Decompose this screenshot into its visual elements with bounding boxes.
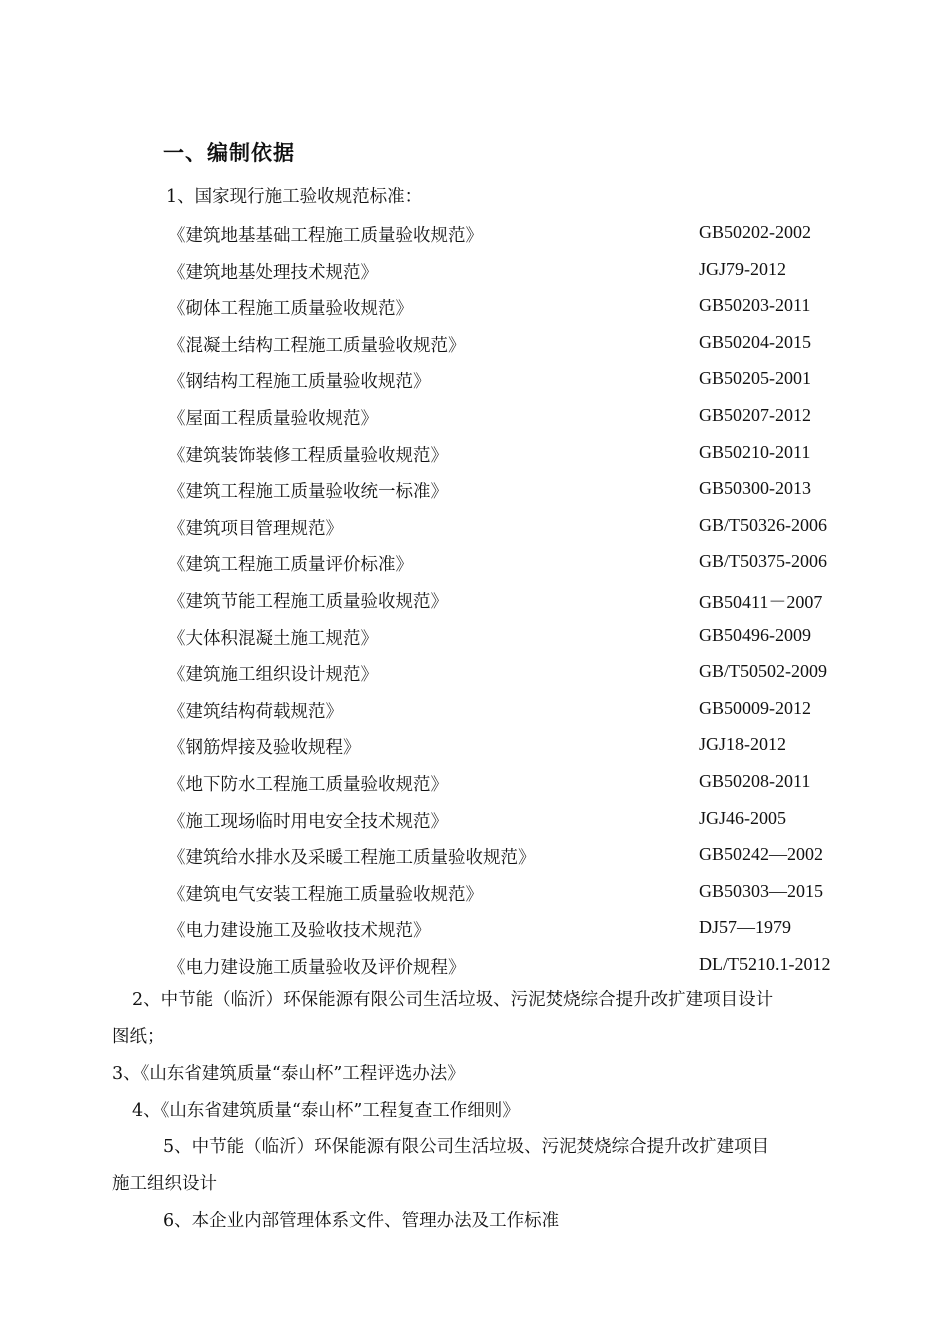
standard-code: GB/T50502-2009 — [699, 661, 827, 682]
standard-row — [0, 881, 950, 905]
standard-code: JGJ46-2005 — [699, 807, 787, 828]
standard-name: 《钢结构工程施工质量验收规范》 — [168, 372, 431, 393]
item-2-line-2: 图纸； — [112, 1027, 165, 1047]
item-6: 6、本企业内部管理体系文件、管理办法及工作标准 — [163, 1211, 560, 1231]
standard-name: 《建筑节能工程施工质量验收规范》 — [168, 592, 448, 612]
standard-row — [0, 661, 950, 685]
standard-code: JGJ79-2012 — [699, 258, 787, 279]
standard-row — [0, 917, 950, 941]
standard-row — [0, 588, 950, 612]
standard-name: 《建筑给水排水及采暖工程施工质量验收规范》 — [168, 848, 536, 869]
standard-name: 《施工现场临时用电安全技术规范》 — [168, 811, 448, 832]
standard-code: GB50242—2002 — [699, 844, 824, 865]
standard-name: 《钢筋焊接及验收规程》 — [168, 738, 361, 759]
standard-code: GB50496-2009 — [699, 624, 811, 645]
standard-row — [0, 515, 950, 539]
standard-name: 《电力建设施工质量验收及评价规程》 — [168, 958, 466, 978]
standard-name: 《大体积混凝土施工规范》 — [168, 628, 378, 649]
standard-row — [0, 442, 950, 466]
standard-row — [0, 332, 950, 356]
standard-row — [0, 295, 950, 319]
standard-name: 《建筑工程施工质量评价标准》 — [168, 555, 413, 576]
standard-name: 《屋面工程质量验收规范》 — [168, 409, 378, 429]
standard-code: GB50204-2015 — [699, 331, 811, 352]
standard-row — [0, 368, 950, 392]
standard-code: GB50300-2013 — [699, 478, 811, 499]
standard-row — [0, 844, 950, 868]
standard-code: GB50303—2015 — [699, 880, 824, 901]
standard-name: 《建筑施工组织设计规范》 — [168, 665, 378, 686]
standard-row — [0, 478, 950, 502]
standard-code: JGJ18-2012 — [699, 734, 787, 755]
standard-code: GB50009-2012 — [699, 697, 811, 718]
standard-code: GB/T50326-2006 — [699, 514, 827, 535]
standard-code: DJ57—1979 — [699, 917, 792, 938]
standard-row — [0, 698, 950, 722]
standard-row — [0, 954, 950, 978]
item-4: 4、《山东省建筑质量“泰山杯”工程复查工作细则》 — [132, 1101, 520, 1121]
standard-row — [0, 222, 950, 246]
standard-code: GB50210-2011 — [699, 441, 811, 462]
standard-name: 《建筑电气安装工程施工质量验收规范》 — [168, 884, 483, 905]
standard-code: GB50205-2001 — [699, 368, 811, 389]
standard-name: 《电力建设施工及验收技术规范》 — [168, 921, 431, 942]
standard-name: 《建筑装饰装修工程质量验收规范》 — [168, 445, 448, 466]
standard-row — [0, 771, 950, 795]
standard-row — [0, 405, 950, 429]
standard-row — [0, 259, 950, 283]
item-3: 3、《山东省建筑质量“泰山杯”工程评选办法》 — [112, 1064, 465, 1084]
section-heading: 一、编制依据 — [163, 141, 295, 165]
standard-name: 《建筑地基处理技术规范》 — [168, 262, 378, 283]
standard-code: GB50203-2011 — [699, 295, 811, 316]
item-5-line-1: 5、中节能（临沂）环保能源有限公司生活垃圾、污泥焚烧综合提升改扩建项目 — [163, 1137, 770, 1157]
standard-name: 《建筑结构荷载规范》 — [168, 701, 343, 722]
standard-name: 《建筑工程施工质量验收统一标准》 — [168, 482, 448, 503]
standard-row — [0, 734, 950, 758]
standard-code: GB/T50375-2006 — [699, 551, 827, 572]
standard-row — [0, 808, 950, 832]
standard-name: 《建筑地基基础工程施工质量验收规范》 — [168, 226, 483, 246]
standard-name: 《混凝土结构工程施工质量验收规范》 — [168, 335, 466, 356]
standard-row — [0, 551, 950, 575]
standard-code: GB50207-2012 — [699, 405, 811, 425]
intro-line: 1、国家现行施工验收规范标准： — [166, 187, 423, 207]
item-5-line-2: 施工组织设计 — [112, 1174, 217, 1194]
standard-name: 《地下防水工程施工质量验收规范》 — [168, 775, 448, 795]
standard-code: DL/T5210.1-2012 — [699, 954, 831, 974]
standard-name: 《建筑项目管理规范》 — [168, 518, 343, 539]
standard-name: 《砌体工程施工质量验收规范》 — [168, 299, 413, 320]
standard-code: GB50208-2011 — [699, 771, 811, 791]
standard-code: GB50411－2007 — [699, 592, 823, 612]
standard-row — [0, 625, 950, 649]
item-2-line-1: 2、中节能（临沂）环保能源有限公司生活垃圾、污泥焚烧综合提升改扩建项目设计 — [132, 990, 774, 1010]
standard-code: GB50202-2002 — [699, 222, 811, 242]
